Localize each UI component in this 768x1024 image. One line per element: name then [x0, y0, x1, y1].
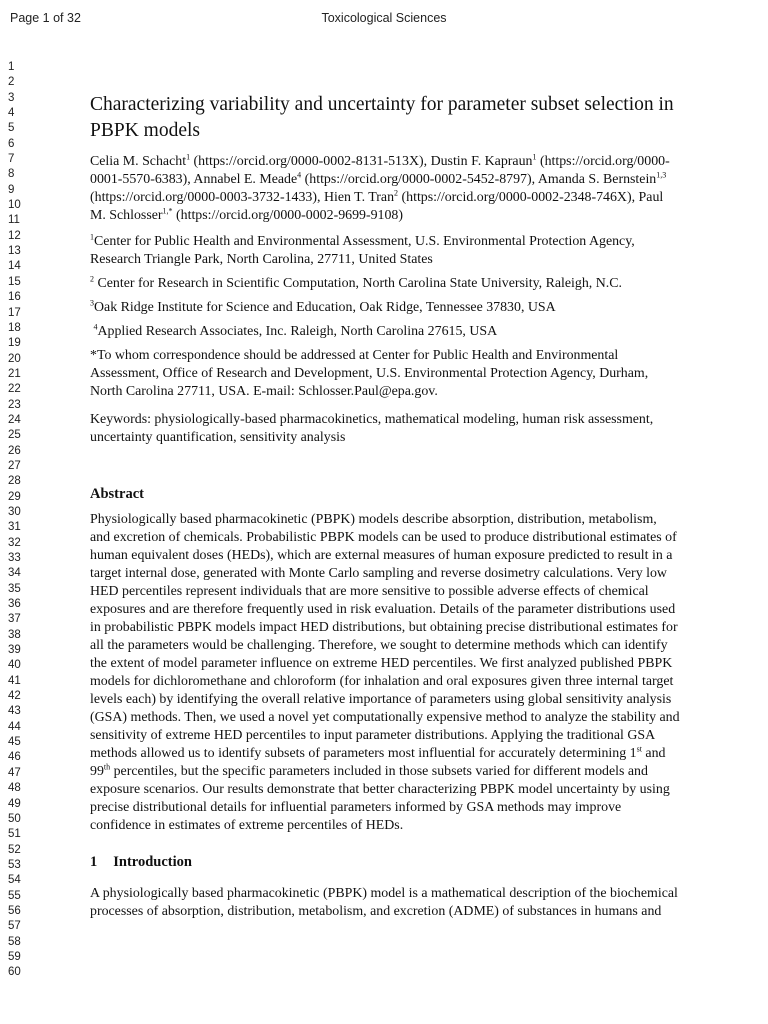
author-name: Celia M. Schacht	[90, 154, 187, 169]
line-number: 49	[8, 797, 21, 810]
affiliation-sup: 1	[90, 232, 94, 242]
author-affil-sup: 1	[532, 152, 537, 162]
line-number: 14	[8, 260, 21, 273]
line-number: 35	[8, 582, 21, 595]
line-number: 21	[8, 367, 21, 380]
manuscript-body	[90, 90, 680, 927]
abstract-part: Physiologically based pharmacokinetic (PBPK) models describe absorption, distribution, metabolism, and excretion of chemicals. Probabilistic PBPK models can be used to produce distributional estimates of human equivalent doses (HEDs), which are external measures of human exposure predicted to result in a target internal dose, generated with Monte Carlo sampling and reverse dosimetry calculations. Very low HED percentiles represent individuals that are more sensitive to possible adverse effects of chemical exposures and are therefore frequently used in risk evaluation. Details of the parameter distributions used in probabilistic PBPK models impact HED distributions, but obtaining precise distributional estimates for all the parameters would be challenging. Therefore, we sought to determine methods which can identify the extent of model parameter influence on extreme HED percentiles. We first analyzed published PBPK models for dichloromethane and chloroform (for inhalation and oral exposures given three internal target levels each) by identifying the overall relative importance of parameters using global sensitivity analysis (GSA) methods. Then, we used a novel yet computationally expensive method to analyze the stability and sensitivity of extreme HED percentiles to input parameter distributions. Applying the traditional GSA methods allowed us to identify subsets of parameters most influential for accurately determining 1	[90, 512, 680, 761]
line-number: 19	[8, 337, 21, 350]
line-number: 28	[8, 475, 21, 488]
line-number: 46	[8, 751, 21, 764]
page-number-label: Page 1 of 32	[10, 11, 81, 25]
author-orcid: (https://orcid.org/0000-0002-8131-513X),	[190, 154, 431, 169]
affiliation	[90, 323, 680, 341]
author-name: Hien T. Tran	[323, 190, 395, 205]
abstract-part: percentiles, but the specific parameters included in those subsets varied for different models and exposure scenarios. Our results demonstrate that better characterizing PBPK model uncertainty by using precise distributional details for influential parameters informed by GSA methods may improve confidence in estimates of extreme percentiles of HEDs.	[90, 764, 670, 833]
line-number: 18	[8, 321, 21, 334]
line-number: 6	[8, 137, 15, 150]
author-list	[90, 153, 680, 225]
line-numbers	[8, 60, 21, 981]
line-number: 22	[8, 383, 21, 396]
line-number: 41	[8, 674, 21, 687]
line-number: 24	[8, 413, 21, 426]
line-number: 5	[8, 122, 15, 135]
author-name: Annabel E. Meade	[193, 172, 298, 187]
line-number: 36	[8, 598, 21, 611]
line-number: 42	[8, 690, 21, 703]
line-number: 39	[8, 644, 21, 657]
affiliation	[90, 275, 680, 293]
affiliation-text: Applied Research Associates, Inc. Raleigh, North Carolina 27615, USA	[97, 324, 498, 339]
author-name: Amanda S. Bernstein	[537, 172, 657, 187]
line-number: 56	[8, 904, 21, 917]
line-number: 10	[8, 199, 21, 212]
line-number: 43	[8, 705, 21, 718]
author-orcid: (https://orcid.org/0000-0003-3732-1433),	[90, 190, 324, 205]
line-number: 47	[8, 766, 21, 779]
author-orcid: (https://orcid.org/0000-0001-5570-6383),	[90, 154, 670, 187]
line-number: 33	[8, 552, 21, 564]
line-number: 26	[8, 444, 21, 457]
line-number: 29	[8, 490, 21, 503]
line-number: 51	[8, 828, 21, 841]
affiliation-text: Center for Public Health and Environmental Assessment, U.S. Environmental Protection Agency, Research Triangle Park, North Carolina, 27711, United States	[90, 234, 635, 267]
author-orcid: (https://orcid.org/0000-0002-5452-8797),	[301, 172, 538, 187]
correspondence-note: *To whom correspondence should be addressed at Center for Public Health and Environmental Assessment, Office of Research and Development, U.S. Environmental Protection Agency, Durham, North Carolina 27711, USA. E-mail: Schlosser.Paul@epa.gov.	[90, 348, 649, 399]
line-number: 25	[8, 429, 21, 442]
line-number: 2	[8, 76, 15, 89]
abstract-heading: Abstract	[90, 486, 144, 502]
line-number: 17	[8, 306, 21, 319]
line-number: 31	[8, 521, 21, 534]
line-number: 55	[8, 889, 21, 902]
line-number: 53	[8, 858, 21, 871]
affiliation-text: Oak Ridge Institute for Science and Education, Oak Ridge, Tennessee 37830, USA	[94, 300, 556, 315]
line-number: 54	[8, 874, 21, 887]
line-number: 60	[8, 966, 21, 979]
line-number: 57	[8, 920, 21, 933]
line-number: 37	[8, 613, 21, 626]
line-number: 13	[8, 245, 21, 258]
author-affil-sup: 1,3	[656, 170, 667, 180]
line-number: 58	[8, 935, 21, 948]
line-number: 50	[8, 812, 21, 825]
line-number: 44	[8, 720, 21, 733]
line-number: 3	[8, 91, 15, 104]
author-orcid: (https://orcid.org/0000-0002-2348-746X),	[398, 190, 639, 205]
line-number: 8	[8, 168, 15, 181]
line-number: 30	[8, 505, 21, 518]
line-number: 38	[8, 628, 21, 641]
affiliation-text: Center for Research in Scientific Computation, North Carolina State University, Raleigh, N.C.	[94, 276, 622, 291]
line-number: 45	[8, 736, 21, 749]
paper-title: Characterizing variability and uncertainty for parameter subset selection in PBPK models	[90, 94, 674, 141]
author-affil-sup: 2	[394, 188, 399, 198]
line-number: 20	[8, 352, 21, 365]
section-heading-introduction	[90, 853, 680, 871]
journal-name: Toxicological Sciences	[321, 11, 447, 25]
author-orcid: (https://orcid.org/0000-0002-9699-9108)	[172, 208, 404, 223]
line-number: 15	[8, 275, 21, 288]
keywords: Keywords: physiologically-based pharmacokinetics, mathematical modeling, human risk assessment, uncertainty quantification, sensitivity analysis	[90, 412, 654, 445]
line-number: 40	[8, 659, 21, 672]
author-name: Paul M. Schlosser	[90, 190, 664, 223]
line-number: 1	[8, 61, 15, 73]
line-number: 23	[8, 398, 21, 411]
intro-text: A physiologically based pharmacokinetic (PBPK) model is a mathematical description of the biochemical processes of absorption, distribution, metabolism, and excretion (ADME) of substances in humans and	[90, 886, 678, 919]
line-number: 4	[8, 107, 15, 120]
line-number: 12	[8, 229, 21, 242]
affiliation	[90, 233, 680, 269]
section-number: 1	[90, 854, 98, 870]
line-number: 34	[8, 567, 21, 580]
line-number: 48	[8, 782, 21, 795]
ordinal-sup: th	[103, 762, 111, 772]
affiliation-sup: 2	[90, 274, 94, 284]
abstract-text	[90, 511, 680, 835]
section-title: Introduction	[113, 854, 192, 870]
line-number: 59	[8, 950, 21, 963]
line-number: 32	[8, 536, 21, 549]
affiliation-sup: 3	[90, 298, 94, 308]
affiliation	[90, 299, 680, 317]
line-number: 7	[8, 153, 15, 166]
author-affil-sup: 1	[186, 152, 191, 162]
line-number: 11	[8, 214, 20, 227]
author-affil-sup: 1,*	[162, 206, 173, 216]
affiliation-sup: 4	[93, 322, 98, 332]
author-name: Dustin F. Kapraun	[430, 154, 533, 169]
line-number: 16	[8, 291, 21, 304]
ordinal-sup: st	[636, 744, 642, 754]
line-number: 52	[8, 843, 21, 856]
author-affil-sup: 4	[297, 170, 302, 180]
line-number: 9	[8, 183, 15, 196]
line-number: 27	[8, 459, 21, 472]
abstract-part: and 99	[90, 746, 666, 779]
